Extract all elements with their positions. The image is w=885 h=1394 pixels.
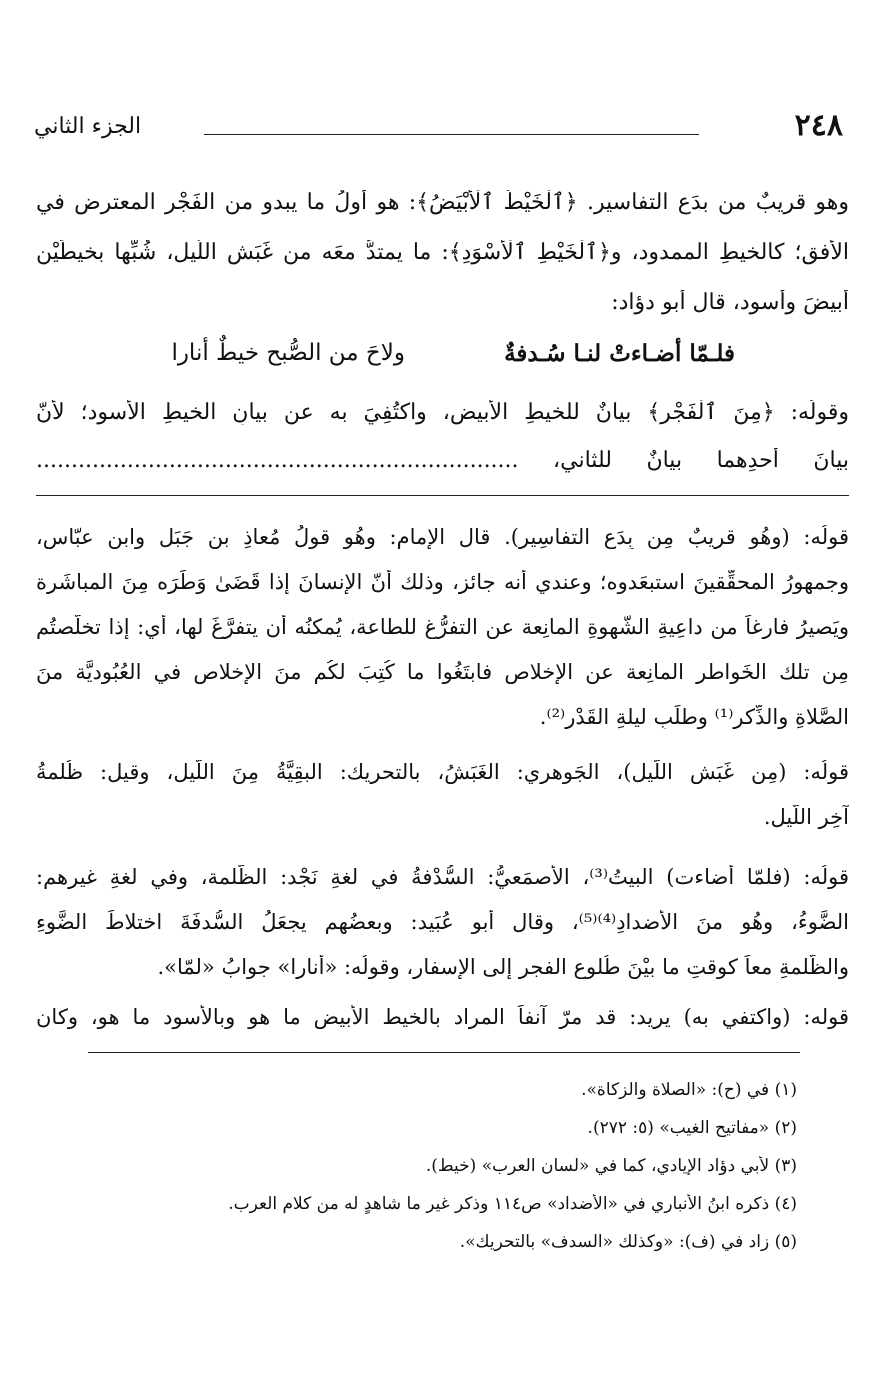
footnote: (٤) ذكره ابنُ الأنباري في «الأضداد» ص١١٤ وذكر غير ما شاهدٍ له من كلام العرب. — [228, 1194, 797, 1214]
verse-second-hemistich: ولاحَ من الصُّبح خيطٌ أنارا — [171, 340, 405, 366]
commentary-line: قولُه: (وهُو قريبٌ مِن بِدَعِ التفاسِير). قال الإمام: وهُو قولُ مُعاذِ بن جَبَل وابنِ عبّاس، — [36, 525, 849, 549]
commentary-line: مِن تلك الخَواطرِ المانِعة عنِ الإخلاص فابتَغُوا ما كُتِبَ لكُم منَ الإخلاصِ في العُبُوديَّة منَ — [36, 660, 849, 684]
footnote: (٥) زاد في (ف): «وكذلك «السدف» بالتحريك». — [459, 1232, 797, 1252]
footnote: (١) في (ح): «الصلاة والزكاة». — [581, 1080, 797, 1100]
commentary-line: قولُه: (فلمّا أضاءت) البيتُ⁽³⁾، الأصمَعيُّ: السُّدْفةُ في لغةِ نَجْد: الظُّلمة، وفي لغةِ غيرِهم: — [36, 865, 849, 889]
commentary-line: قولُه: (مِن غَبَشِ اللَّيل)، الجَوهري: الغَبَشُ، بالتحريك: البقِيَّةُ مِنَ اللَّيل، وقيل: ظُلمةُ — [36, 760, 849, 784]
footnote: (٣) لأبي دؤاد الإيادي، كما في «لسان العرب» (خيط). — [425, 1156, 797, 1176]
main-text-line: أبيضَ وأسود، قال أبو دؤاد: — [611, 290, 849, 315]
commentary-line: الصَّلاةِ والذِّكرِ⁽¹⁾ وطلَبِ ليلةِ القَدْرِ⁽²⁾. — [539, 705, 849, 729]
page-number: ٢٤٨ — [794, 108, 843, 143]
commentary-line: آخِرِ اللَّيل. — [763, 805, 849, 829]
footnote-rule — [88, 1052, 800, 1053]
commentary-line: ويَصيرُ فارِغاً من داعِيةِ الشَّهوةِ المانِعة عنِ التفرُّغِ للطاعة، يُمكنُه أن يتفرَّغَ لها، أي: إذا تخلَّصتُم — [36, 615, 849, 639]
page-header — [34, 108, 849, 156]
header-rule — [204, 134, 699, 135]
main-text-line: الأُفق؛ كالخيطِ الممدود، و﴿ٱلْخَيْطِ ٱلْأَسْوَدِ﴾: ما يمتدُّ معَه من غَبَشِ اللّيل، شُبِّها بخيطَيْنِ — [36, 240, 849, 265]
commentary-line: قوله: (واكتفي به) يريد: قد مرّ آنفاً المراد بالخيط الأبيض ما هو وبالأسود ما هو، وكان — [36, 1005, 849, 1029]
text-separator-rule — [36, 495, 849, 496]
footnote: (٢) «مفاتيح الغيب» (٥: ٢٧٢). — [587, 1118, 797, 1138]
verse-first-hemistich: فلـمّا أضـاءتْ لنـا سُـدفةٌ — [504, 340, 735, 367]
commentary-line: والظُّلمةِ معاً كوقتِ ما بيْنَ طُلوعِ الفجرِ إلى الإسفار، وقولُه: «أنارا» جوابُ «لمّا». — [157, 955, 849, 979]
main-text-line: وهو قريبٌ من بدَع التفاسير. ﴿ٱلْخَيْطُ ٱلْأَبْيَضُ﴾: هو أولُ ما يبدو من الفَجْرِ المعترضِ في — [36, 190, 849, 215]
running-title: الجزء الثاني — [34, 114, 142, 139]
main-text-line: وقولُه: ﴿مِنَ ٱلْفَجْرِ﴾ بيانٌ للخيطِ الأبيض، واكتُفِيَ به عن بيانِ الخيطِ الأسود؛ لأنّ — [36, 400, 849, 425]
main-text-line: بيانَ أحدِهما بيانٌ للثاني، ..................................................................... — [36, 448, 849, 473]
commentary-line: وجمهورُ المحقِّقينَ استبعَدوه؛ وعندي أنه جائز، وذلك أنّ الإنسانَ إذا قَضَىٰ وَطَرَه مِنَ المباشَرة — [36, 570, 849, 594]
commentary-line: الضَّوءُ، وهُو منَ الأضدادِ⁽⁴⁾⁽⁵⁾، وقال أبو عُبَيد: وبعضُهم يجعَلُ السُّدفَةَ اختلاطَ الضَّوءِ — [36, 910, 849, 934]
